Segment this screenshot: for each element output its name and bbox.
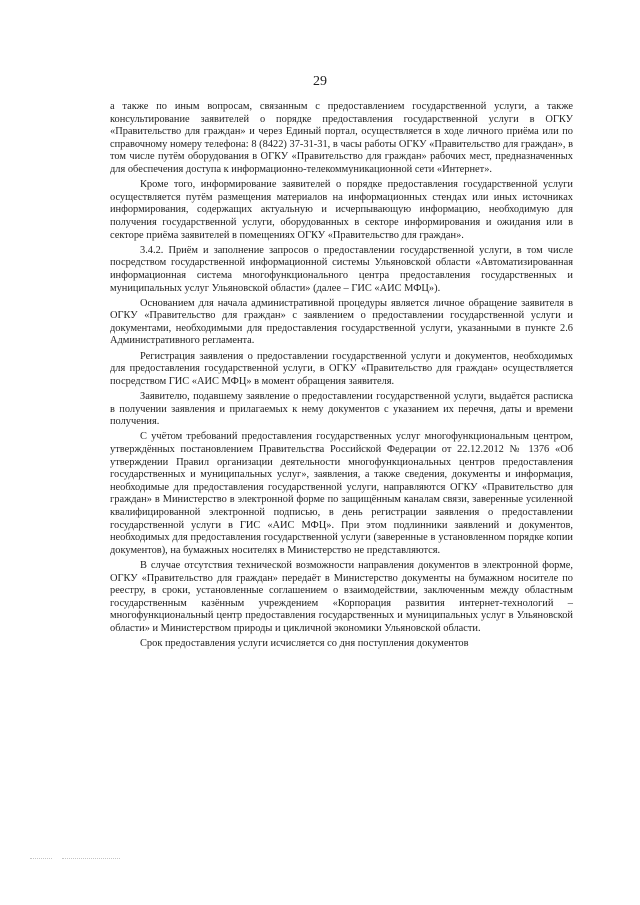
paragraph-procedure-basis: Основанием для начала административной процедуры является личное обращение заявителя в ОГКУ «Правительство для граждан» с заявлением о предоставлении государственной услуги и документами, необходимыми для предоставления государственной услуги, указанными в пункте 2.6 Административного регламента. bbox=[110, 297, 573, 347]
paragraph-inquiries-continuation: а также по иным вопросам, связанным с предоставлением государственной услуги, а также консультирование заявителей о порядке предоставления государственной услуги в ОГКУ «Правительство для граждан» и через Единый портал, осуществляется в ходе личного приёма или по справочному номеру телефона: 8 (8422) 37-31-31, в часы работы ОГКУ «Правительство для граждан», в том числе путём оборудования в ОГКУ «Правительство для граждан» рабочих мест, предназначенных для обеспечения доступа к информационно-телекоммуникационной сети «Интернет». bbox=[110, 101, 573, 175]
scan-artifact-line bbox=[30, 858, 52, 859]
paragraph-service-term: Срок предоставления услуги исчисляется со дня поступления документов bbox=[140, 638, 469, 650]
scan-artifact-line bbox=[62, 858, 120, 859]
page-number: 29 bbox=[313, 74, 327, 89]
paragraph-section-3-4-2: 3.4.2. Приём и заполнение запросов о предоставлении государственной услуги, в том числе посредством государственной информационной системы Ульяновской области «Автоматизированная информационная система многофункционального центра предоставления государственных и муниципальных услуг Ульяновской области» (далее – ГИС «АИС МФЦ»). bbox=[110, 244, 573, 294]
paragraph-registration: Регистрация заявления о предоставлении государственной услуги и документов, необходимых для предоставления государственной услуги, в ОГКУ «Правительство для граждан» осуществляется посредством ГИС «АИС МФЦ» в момент обращения заявителя. bbox=[110, 350, 573, 387]
paragraph-paper-submission: В случае отсутствия технической возможности направления документов в электронной форме, ОГКУ «Правительство для граждан» передаёт в Министерство документы на бумажном носителе по реестру, в сроки, установленные соглашением о взаимодействии, заключенным между областным государственным казённым учреждением «Корпорация развития интернет-технологий – многофункциональный центр предоставления государственных и муниципальных услуг в Ульяновской области» и Министерством природы и цикличной экономики Ульяновской области. bbox=[110, 559, 573, 634]
paragraph-information-stands: Кроме того, информирование заявителей о порядке предоставления государственной услуги осуществляется путём размещения материалов на информационных стендах или иных источниках информирования, содержащих актуальную и исчерпывающую информацию, необходимую для получения государственной услуги, оборудованных в секторе информирования и ожидания или в секторе приёма заявителей в помещениях ОГКУ «Правительство для граждан». bbox=[110, 179, 573, 241]
document-body bbox=[110, 101, 573, 653]
paragraph-receipt: Заявителю, подавшему заявление о предоставлении государственной услуги, выдаётся расписка в получении заявления и прилагаемых к нему документов с указанием их перечня, даты и времени получения. bbox=[110, 391, 573, 428]
paragraph-electronic-submission: С учётом требований предоставления государственных услуг многофункциональным центром, утверждённых постановлением Правительства Российской Федерации от 22.12.2012 № 1376 «Об утверждении Правил организации деятельности многофункциональных центров предоставления государственных и муниципальных услуг», заявления, а также сведения, документы и информация, необходимые для предоставления государственной услуги, направляются ОГКУ «Правительство для граждан» в Министерство в электронной форме по защищённым каналам связи, заверенные усиленной квалифицированной электронной подписью, в день регистрации заявления о предоставлении государственной услуги в ГИС «АИС МФЦ». При этом подлинники заявлений и документов, необходимых для предоставления государственной услуги (заверенные в установленном порядке копии документов), на бумажных носителях в Министерство не представляются. bbox=[110, 431, 573, 556]
